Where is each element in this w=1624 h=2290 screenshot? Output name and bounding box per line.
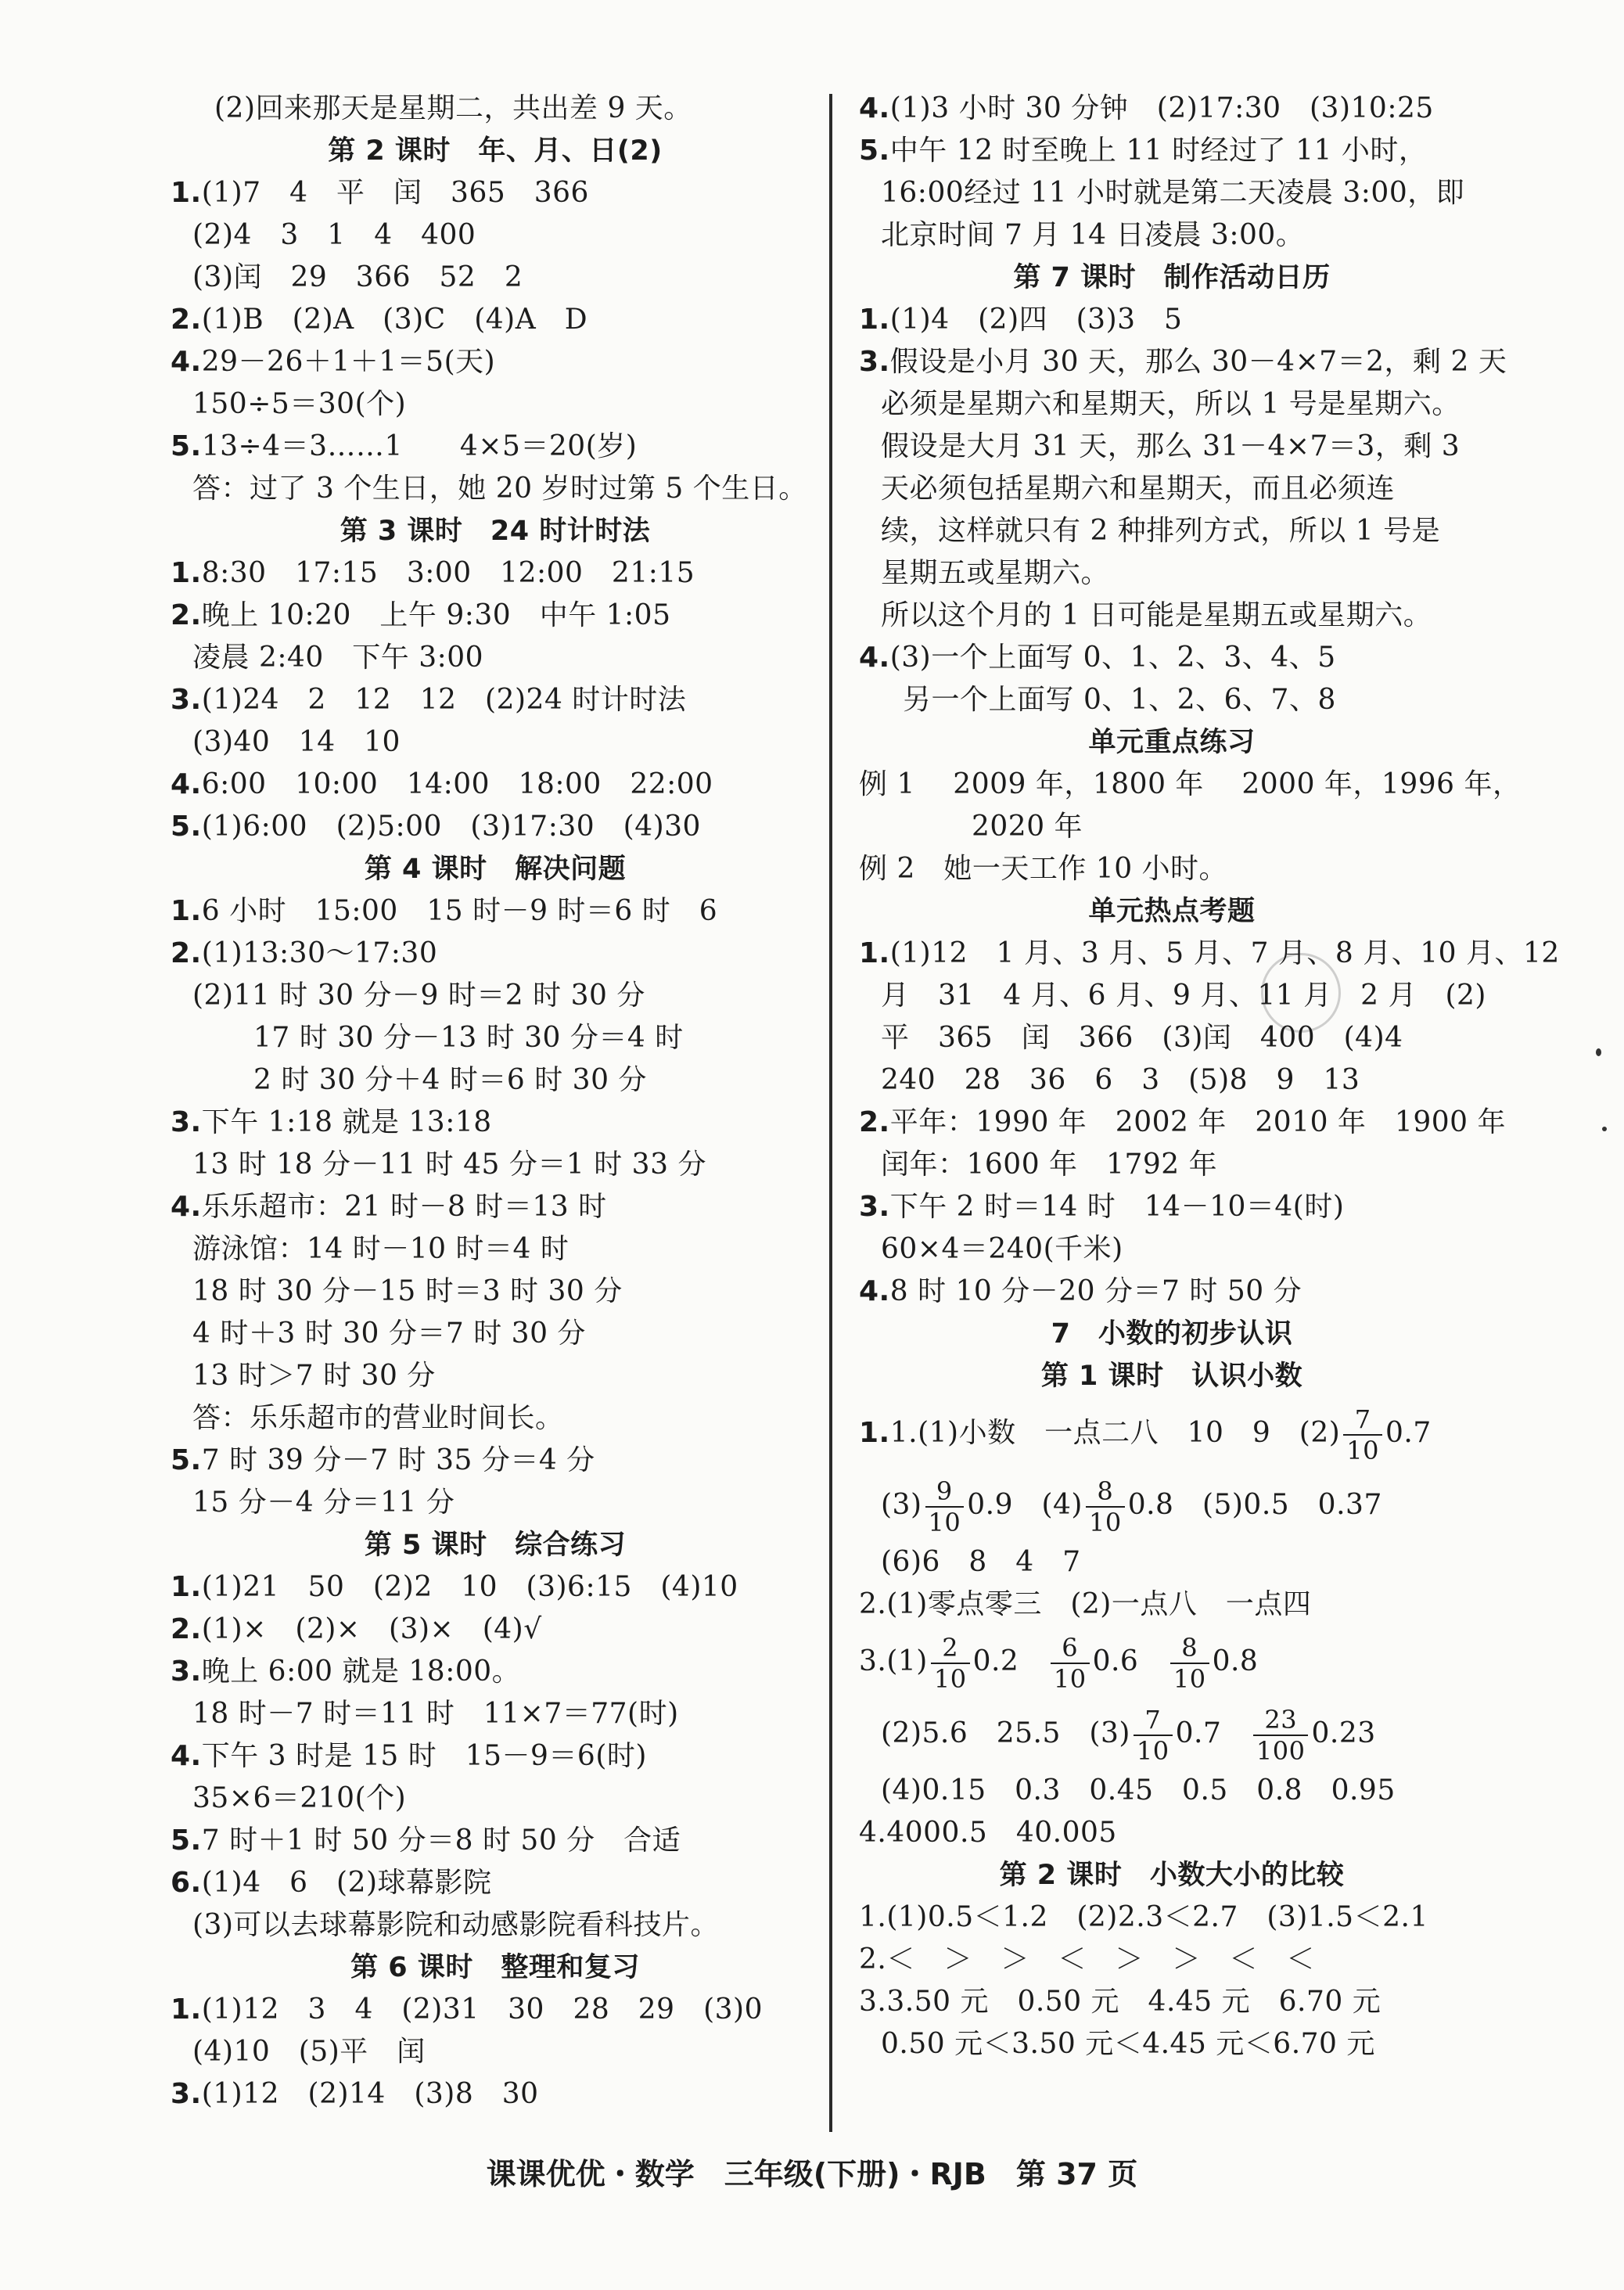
answer-text: 另一个上面写 0、1、2、6、7、8 (903, 684, 1336, 716)
answer-text: 0.7 (1385, 1417, 1432, 1449)
question-number: 4. (859, 1275, 890, 1307)
answer-line (171, 1989, 820, 2031)
answer-text: 所以这个月的 1 日可能是星期五或星期六。 (881, 599, 1432, 631)
answer-text: 16:00经过 11 小时就是第二天凌晨 3:00，即 (881, 177, 1465, 209)
answer-line (859, 933, 1560, 975)
answer-line (171, 172, 820, 214)
answer-text: 中午 12 时至晚上 11 时经过了 11 小时， (889, 135, 1428, 167)
answer-line (171, 1904, 820, 1947)
numerator: 9 (925, 1476, 965, 1508)
right-column-lines (859, 88, 1560, 1397)
answer-line (171, 1186, 820, 1228)
denominator: 10 (1346, 1436, 1380, 1465)
question-number: 4. (859, 92, 890, 124)
answer-text: (1)24 2 12 12 (2)24 时计时法 (201, 684, 687, 716)
scan-speck (1596, 1048, 1601, 1056)
answer-line (171, 1059, 820, 1102)
answer-line (859, 214, 1485, 257)
answer-text: 下午 1:18 就是 13:18 (201, 1106, 492, 1138)
answer-text: 7 时 39 分－7 时 35 分＝4 分 (201, 1444, 595, 1476)
answer-text: (3) (881, 1489, 922, 1521)
answer-line (859, 552, 1485, 595)
answer-line (171, 637, 820, 679)
left-column (171, 88, 820, 2116)
question-number: 4. (171, 1191, 202, 1223)
denominator: 10 (1173, 1664, 1206, 1694)
answer-line (859, 383, 1485, 426)
answer-text: 0.2 (972, 1645, 1019, 1677)
question-number: 4. (171, 346, 202, 378)
column-divider (829, 94, 832, 2132)
answer-text: (1)13:30～17:30 (201, 937, 438, 969)
answer-text: 答：乐乐超市的营业时间长。 (192, 1402, 564, 1434)
answer-text: 晚上 10:20 上午 9:30 中午 1:05 (201, 599, 671, 631)
compare-q3-line-a: 3.3.50 元 0.50 元 4.45 元 6.70 元 (859, 1986, 1381, 2018)
answer-text: 天必须包括星期六和星期天，而且必须连 (881, 473, 1396, 505)
answer-text: (1)6:00 (2)5:00 (3)17:30 (4)30 (201, 811, 701, 843)
answer-text: 游泳馆：14 时－10 时＝4 时 (192, 1233, 569, 1265)
question-number: 4. (171, 768, 202, 800)
answer-text: 13÷4＝3……1 4×5＝20(岁) (201, 430, 638, 462)
section-heading (859, 1355, 1485, 1397)
fraction (1170, 1633, 1209, 1694)
answer-line (171, 1313, 820, 1355)
answer-line (859, 1144, 1485, 1186)
decimal-q3-line-a (859, 1626, 1485, 1698)
answer-text: (1)3 小时 30 分钟 (2)17:30 (3)10:25 (889, 92, 1434, 124)
answer-text: (3)一个上面写 0、1、2、3、4、5 (889, 642, 1336, 674)
decimal-q2-line: 2.(1)零点零三 (2)一点八 一点四 (859, 1588, 1312, 1620)
question-number: 1. (171, 1571, 202, 1603)
answer-line (171, 2031, 820, 2073)
answer-text: (2)5.6 25.5 (3) (881, 1717, 1130, 1749)
question-number: 2. (171, 1613, 202, 1645)
question-number: 3. (171, 1655, 202, 1688)
numerator: 23 (1253, 1705, 1309, 1736)
answer-text: 闰年：1600 年 1792 年 (881, 1149, 1218, 1181)
answer-text: 35×6＝210(个) (192, 1782, 407, 1814)
decimal-q4-line: 4.4000.5 40.005 (859, 1817, 1117, 1849)
answer-line (859, 426, 1485, 468)
answer-line (171, 975, 820, 1017)
answer-text: 2 时 30 分＋4 时＝6 时 30 分 (253, 1064, 647, 1096)
numerator: 8 (1086, 1476, 1125, 1508)
answer-text: (2)回来那天是星期二，共出差 9 天。 (214, 92, 692, 124)
answer-line (171, 1651, 820, 1693)
answer-text: 答：过了 3 个生日，她 20 岁时过第 5 个生日。 (192, 473, 807, 505)
answer-text: 例 1 2009 年，1800 年 2000 年，1996 年， (859, 768, 1522, 800)
section-heading (171, 130, 820, 172)
answer-text: 6 小时 15:00 15 时－9 时＝6 时 6 (201, 895, 718, 927)
answer-line (171, 595, 820, 637)
question-number: 1. (171, 177, 202, 209)
question-number: 3. (171, 2078, 202, 2110)
answer-line (171, 764, 820, 806)
answer-text: 平 365 闰 366 (3)闰 400 (4)4 (881, 1022, 1403, 1054)
answer-text: 60×4＝240(千米) (881, 1233, 1123, 1265)
answer-text: 13 时＞7 时 30 分 (192, 1360, 436, 1392)
question-number: 3. (171, 684, 202, 716)
fraction (931, 1633, 970, 1694)
answer-line (859, 172, 1485, 214)
answer-text: (3)闰 29 366 52 2 (192, 261, 523, 293)
answer-text: 18 时 30 分－15 时＝3 时 30 分 (192, 1275, 623, 1307)
answer-text: 第 2 课时 年、月、日(2) (328, 135, 663, 167)
section-heading: 第 2 课时 小数大小的比较 (999, 1860, 1345, 1891)
answer-line (171, 1609, 820, 1651)
answer-line (859, 130, 1485, 172)
answer-text: 3.(1) (859, 1645, 928, 1677)
answer-text: 北京时间 7 月 14 日凌晨 3:00。 (881, 219, 1305, 251)
answer-line (171, 468, 820, 510)
question-number: 3. (171, 1106, 202, 1138)
denominator: 10 (1088, 1508, 1122, 1537)
answer-line (859, 299, 1485, 341)
answer-line (859, 975, 1485, 1017)
question-number: 1. (859, 1417, 890, 1449)
answer-text: 240 28 36 6 3 (5)8 9 13 (881, 1064, 1360, 1096)
answer-text: 29－26＋1＋1＝5(天) (201, 346, 496, 378)
answer-text: 续，这样就只有 2 种排列方式，所以 1 号是 (881, 515, 1441, 547)
answer-line (859, 679, 1485, 721)
answer-line (859, 1017, 1485, 1059)
answer-text: 6:00 10:00 14:00 18:00 22:00 (201, 768, 713, 800)
fraction (1253, 1705, 1309, 1766)
answer-line (171, 1566, 820, 1609)
answer-text: 乐乐超市：21 时－8 时＝13 时 (201, 1191, 607, 1223)
answer-line (171, 721, 820, 764)
answer-line (171, 1397, 820, 1440)
answer-line (171, 214, 820, 257)
answer-text: 单元重点练习 (1088, 727, 1256, 758)
answer-line (859, 510, 1485, 552)
answer-line (171, 1735, 820, 1778)
section-heading (171, 510, 820, 552)
answer-line (171, 299, 820, 341)
answer-text: 晚上 6:00 就是 18:00。 (201, 1655, 521, 1688)
answer-line (171, 2073, 820, 2116)
answer-line (859, 848, 1485, 890)
section-heading (859, 721, 1485, 764)
fraction (1134, 1705, 1173, 1766)
answer-text: 0.8 (5)0.5 0.37 (1127, 1489, 1382, 1521)
fraction (1086, 1476, 1125, 1537)
answer-text: (3)40 14 10 (192, 726, 401, 758)
answer-text: 0.23 (1311, 1717, 1376, 1749)
answer-text: 17 时 30 分－13 时 30 分＝4 时 (253, 1022, 684, 1054)
answer-line (859, 1271, 1485, 1313)
section-heading (859, 257, 1485, 299)
answer-text: (1)7 4 平 闰 365 366 (201, 177, 589, 209)
answer-line (859, 341, 1507, 383)
answer-text: 13 时 18 分－11 时 45 分＝1 时 33 分 (192, 1149, 706, 1181)
answer-text: 星期五或星期六。 (881, 557, 1110, 589)
answer-text: 第 7 课时 制作活动日历 (1013, 262, 1331, 293)
answer-text: 0.7 (1175, 1717, 1222, 1749)
question-number: 5. (859, 135, 890, 167)
numerator: 7 (1343, 1404, 1382, 1436)
answer-text: (4)10 (5)平 闰 (192, 2036, 426, 2068)
answer-line (859, 806, 1485, 848)
numerator: 7 (1134, 1705, 1173, 1736)
answer-text: (1)4 6 (2)球幕影院 (201, 1867, 492, 1899)
answer-text: 1.(1)小数 一点二八 10 9 (2) (889, 1417, 1341, 1449)
answer-line (859, 595, 1485, 637)
answer-text: (1)B (2)A (3)C (4)A D (201, 304, 588, 336)
answer-line (171, 1102, 820, 1144)
numerator: 8 (1170, 1633, 1209, 1664)
question-number: 3. (859, 346, 890, 378)
question-number: 6. (171, 1867, 202, 1899)
right-column (859, 88, 1560, 2065)
question-number: 2. (859, 1106, 890, 1138)
question-number: 2. (171, 599, 202, 631)
question-number: 5. (171, 430, 202, 462)
answer-text: (2)11 时 30 分－9 时＝2 时 30 分 (192, 980, 645, 1012)
answer-line (171, 890, 820, 933)
section-heading (171, 1524, 820, 1566)
answer-text: 凌晨 2:40 下午 3:00 (192, 642, 484, 674)
answer-line (171, 1228, 820, 1271)
answer-text: 2020 年 (972, 811, 1083, 843)
answer-line (171, 341, 820, 383)
answer-text: (1)12 (2)14 (3)8 30 (201, 2078, 539, 2110)
question-number: 5. (171, 1824, 202, 1857)
answer-text: 8:30 17:15 3:00 12:00 21:15 (201, 557, 695, 589)
answer-line (859, 637, 1485, 679)
answer-text: 7 小数的初步认识 (1051, 1318, 1293, 1350)
denominator: 10 (1136, 1736, 1169, 1766)
answer-line (859, 1059, 1485, 1102)
numerator: 2 (931, 1633, 970, 1664)
answer-line (859, 1186, 1485, 1228)
answer-line (171, 1144, 820, 1186)
answer-line (859, 88, 1485, 130)
answer-text: 月 31 4 月、6 月、9 月、11 月 2 月 (2) (881, 980, 1486, 1012)
answer-line (171, 679, 820, 721)
question-number: 5. (171, 1444, 202, 1476)
answer-text: 0.8 (1212, 1645, 1259, 1677)
answer-line (171, 426, 820, 468)
decimal-q1-line-a (859, 1397, 1485, 1469)
section-heading (859, 1313, 1485, 1355)
answer-text: 假设是小月 30 天，那么 30－4×7＝2，剩 2 天 (889, 346, 1507, 378)
answer-line (171, 1440, 820, 1482)
answer-text: (1)12 3 4 (2)31 30 28 29 (3)0 (201, 1993, 763, 2026)
compare-q3-line-b: 0.50 元＜3.50 元＜4.45 元＜6.70 元 (881, 2028, 1375, 2060)
question-number: 4. (171, 1740, 202, 1772)
answer-text: 第 5 课时 综合练习 (364, 1530, 627, 1561)
answer-text: 平年：1990 年 2002 年 2010 年 1900 年 (889, 1106, 1506, 1138)
answer-text: 下午 2 时＝14 时 14－10＝4(时) (889, 1191, 1345, 1223)
answer-text: 第 3 课时 24 时计时法 (340, 516, 651, 547)
answer-text: 假设是大月 31 天，那么 31－4×7＝3，剩 3 (881, 430, 1461, 462)
answer-line (171, 933, 820, 975)
answer-text: 必须是星期六和星期天，所以 1 号是星期六。 (881, 388, 1461, 420)
scan-speck (1602, 1127, 1607, 1131)
answer-line (859, 468, 1485, 510)
answer-line (171, 1778, 820, 1820)
answer-text: 例 2 她一天工作 10 小时。 (859, 853, 1228, 885)
decimal-q3-line-b (859, 1698, 1485, 1770)
answer-text: (1)4 (2)四 (3)3 5 (889, 304, 1183, 336)
question-number: 5. (171, 811, 202, 843)
answer-text: 150÷5＝30(个) (192, 388, 407, 420)
answer-text: 8 时 10 分－20 分＝7 时 50 分 (889, 1275, 1302, 1307)
denominator: 100 (1256, 1736, 1306, 1766)
answer-text: (1)× (2)× (3)× (4)√ (201, 1613, 542, 1645)
compare-q2-line: 2.＜ ＞ ＞ ＜ ＞ ＞ ＜ ＜ (859, 1943, 1315, 1975)
question-number: 2. (171, 937, 202, 969)
section-heading (859, 890, 1485, 933)
answer-text: 第 6 课时 整理和复习 (350, 1952, 640, 1983)
question-number: 2. (171, 304, 202, 336)
section-heading (171, 1947, 820, 1989)
decimal-q3-line-c: (4)0.15 0.3 0.45 0.5 0.8 0.95 (881, 1774, 1396, 1806)
numerator: 6 (1051, 1633, 1090, 1664)
question-number: 1. (171, 895, 202, 927)
answer-line (859, 1102, 1506, 1144)
answer-text: 第 4 课时 解决问题 (364, 854, 627, 885)
answer-text: 单元热点考题 (1088, 896, 1256, 927)
answer-text: 下午 3 时是 15 时 15－9＝6(时) (201, 1740, 647, 1772)
question-number: 1. (171, 557, 202, 589)
section-heading (171, 848, 820, 890)
answer-text: (3)可以去球幕影院和动感影院看科技片。 (192, 1909, 719, 1941)
answer-line (171, 257, 820, 299)
answer-line (171, 1017, 820, 1059)
answer-text: 18 时－7 时＝11 时 11×7＝77(时) (192, 1698, 679, 1730)
fraction (925, 1476, 965, 1537)
fraction (1051, 1633, 1090, 1694)
answer-line (171, 1693, 820, 1735)
answer-text: 0.9 (4) (967, 1489, 1083, 1521)
answer-line (171, 88, 820, 130)
fraction (1343, 1404, 1382, 1465)
answer-line (859, 1228, 1485, 1271)
answer-text: 第 1 课时 认识小数 (1040, 1361, 1303, 1392)
denominator: 10 (1053, 1664, 1087, 1694)
answer-line (171, 806, 820, 848)
denominator: 10 (933, 1664, 967, 1694)
answer-line (171, 1820, 820, 1862)
answer-text: 4 时＋3 时 30 分＝7 时 30 分 (192, 1318, 586, 1350)
answer-line (171, 1355, 820, 1397)
denominator: 10 (928, 1508, 961, 1537)
answer-line (171, 1271, 820, 1313)
answer-line (171, 1482, 820, 1524)
question-number: 4. (859, 642, 890, 674)
answer-text: (2)4 3 1 4 400 (192, 219, 476, 251)
answer-text: (1)21 50 (2)2 10 (3)6:15 (4)10 (201, 1571, 738, 1603)
answer-text: (1)12 1 月、3 月、5 月、7 月、8 月、10 月、12 (889, 937, 1560, 969)
decimal-q1-line-b (859, 1469, 1485, 1541)
answer-line (171, 552, 820, 595)
answer-line (171, 383, 820, 426)
compare-q1-line: 1.(1)0.5＜1.2 (2)2.3＜2.7 (3)1.5＜2.1 (859, 1901, 1428, 1933)
question-number: 1. (859, 304, 890, 336)
answer-text: 0.6 (1092, 1645, 1139, 1677)
answer-line (171, 1862, 820, 1904)
question-number: 3. (859, 1191, 890, 1223)
page-footer: 课课优优・数学 三年级(下册)・RJB 第 37 页 (486, 2157, 1138, 2191)
question-number: 1. (859, 937, 890, 969)
question-number: 1. (171, 1993, 202, 2026)
decimal-q1-line-c: (6)6 8 4 7 (881, 1546, 1081, 1578)
answer-line (859, 764, 1522, 806)
answer-text: 7 时＋1 时 50 分＝8 时 50 分 合适 (201, 1824, 681, 1857)
answer-text: 15 分－4 分＝11 分 (192, 1487, 455, 1519)
